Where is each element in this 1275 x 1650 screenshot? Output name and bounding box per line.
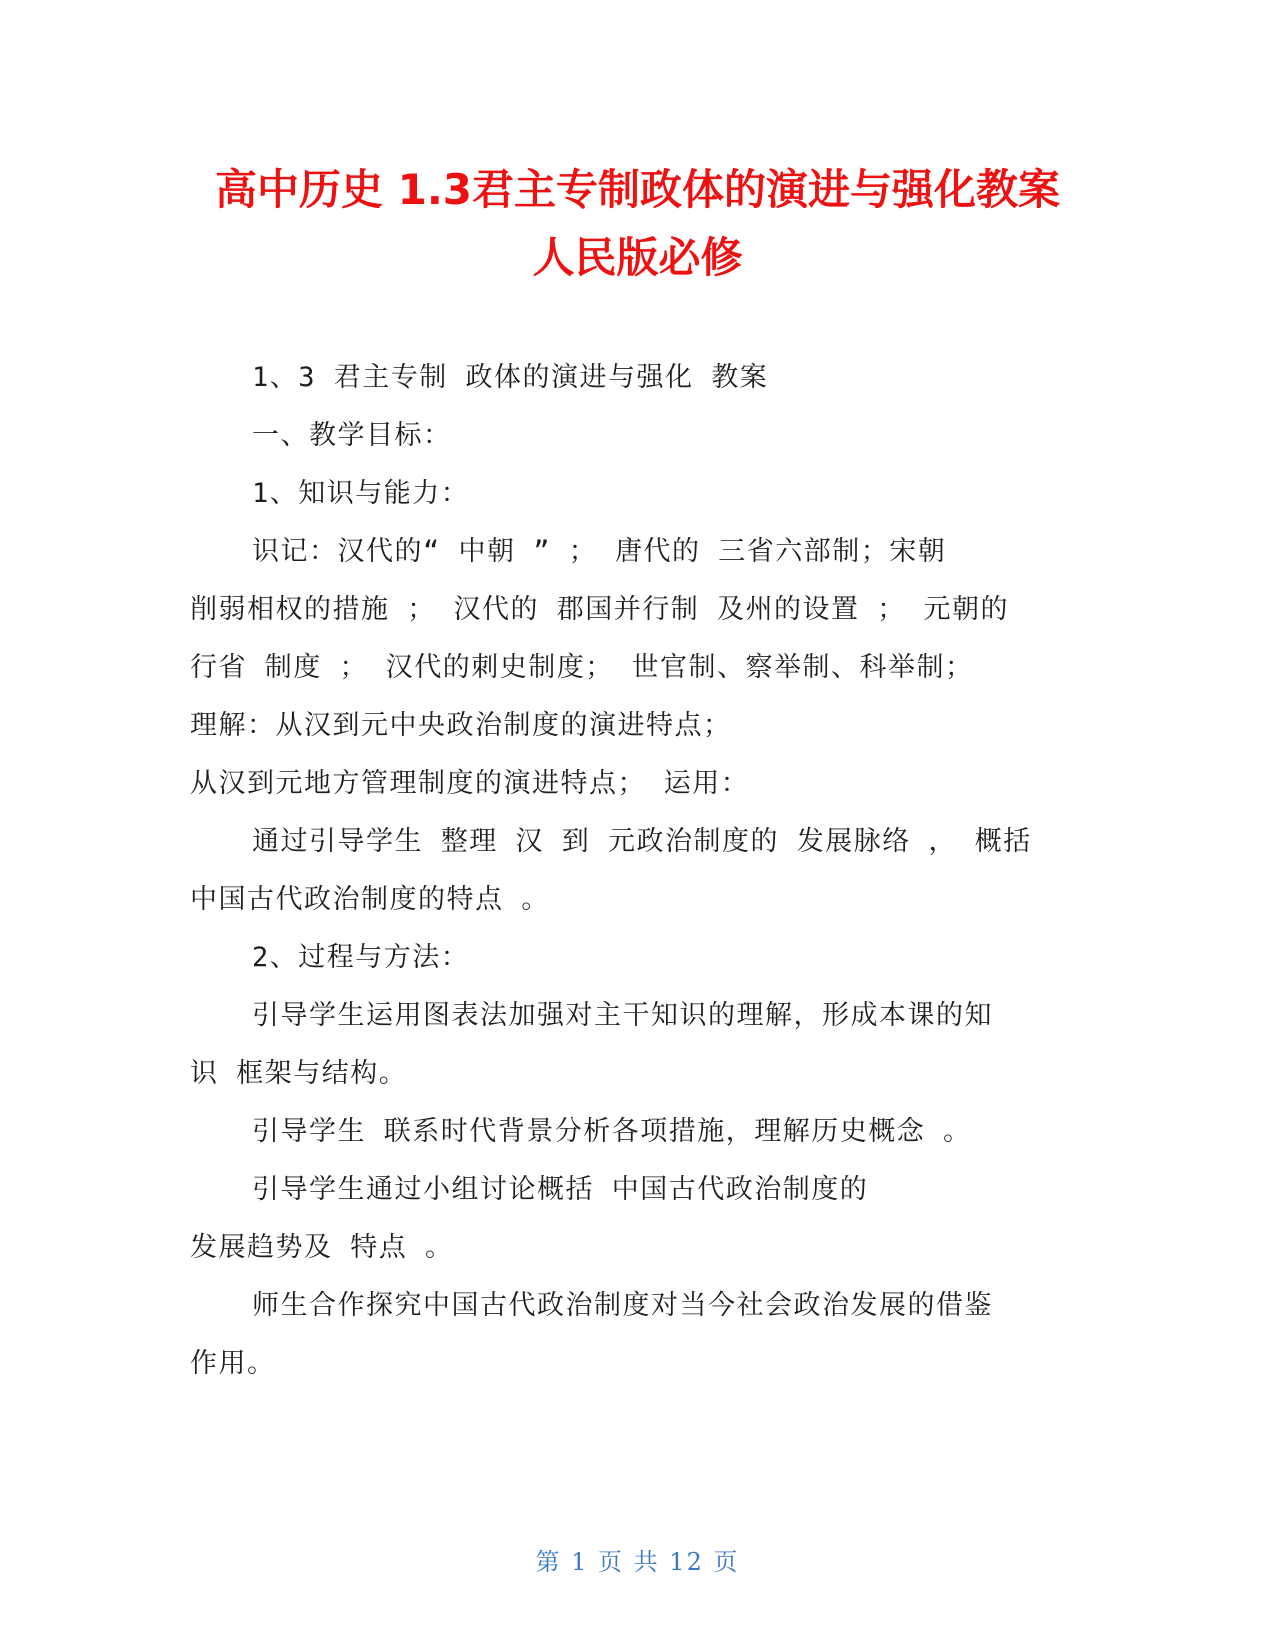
- document-title-line-1: 高中历史 1.3君主专制政体的演进与强化教案: [214, 165, 1061, 214]
- paragraph-line: 作用。: [190, 1348, 276, 1379]
- document-title-line-2: 人民版必修: [532, 233, 743, 282]
- paragraph-line: 引导学生 联系时代背景分析各项措施，理解历史概念 。: [252, 1116, 972, 1147]
- paragraph-line: 行省 制度 ； 汉代的刺史制度； 世官制、察举制、科举制；: [190, 652, 974, 683]
- subsection-heading: 1、知识与能力：: [252, 478, 470, 509]
- paragraph-line: 引导学生通过小组讨论概括 中国古代政治制度的: [252, 1174, 869, 1205]
- paragraph-line: 师生合作探究中国古代政治制度对当今社会政治发展的借鉴: [252, 1290, 993, 1321]
- paragraph-line: 通过引导学生 整理 汉 到 元政治制度的 发展脉络 ， 概括: [252, 826, 1032, 857]
- paragraph-line: 理解：从汉到元中央政治制度的演进特点；: [190, 710, 732, 741]
- paragraph-line: 削弱相权的措施 ； 汉代的 郡国并行制 及州的设置 ； 元朝的: [190, 594, 1010, 625]
- section-heading: 一、教学目标：: [252, 420, 452, 451]
- paragraph-line: 发展趋势及 特点 。: [190, 1232, 454, 1263]
- paragraph-line: 识记：汉代的“ 中朝 ” ； 唐代的 三省六部制；宋朝: [252, 536, 947, 567]
- paragraph-line: 识 框架与结构。: [190, 1058, 408, 1089]
- subtitle-line: 1、3 君主专制 政体的演进与强化 教案: [252, 362, 769, 393]
- paragraph-line: 引导学生运用图表法加强对主干知识的理解，形成本课的知: [252, 1000, 993, 1031]
- subsection-heading: 2、过程与方法：: [252, 942, 470, 973]
- paragraph-line: 从汉到元地方管理制度的演进特点； 运用：: [190, 768, 750, 799]
- page-number-footer: 第 1 页 共 12 页: [535, 1548, 740, 1576]
- paragraph-line: 中国古代政治制度的特点 。: [190, 884, 550, 915]
